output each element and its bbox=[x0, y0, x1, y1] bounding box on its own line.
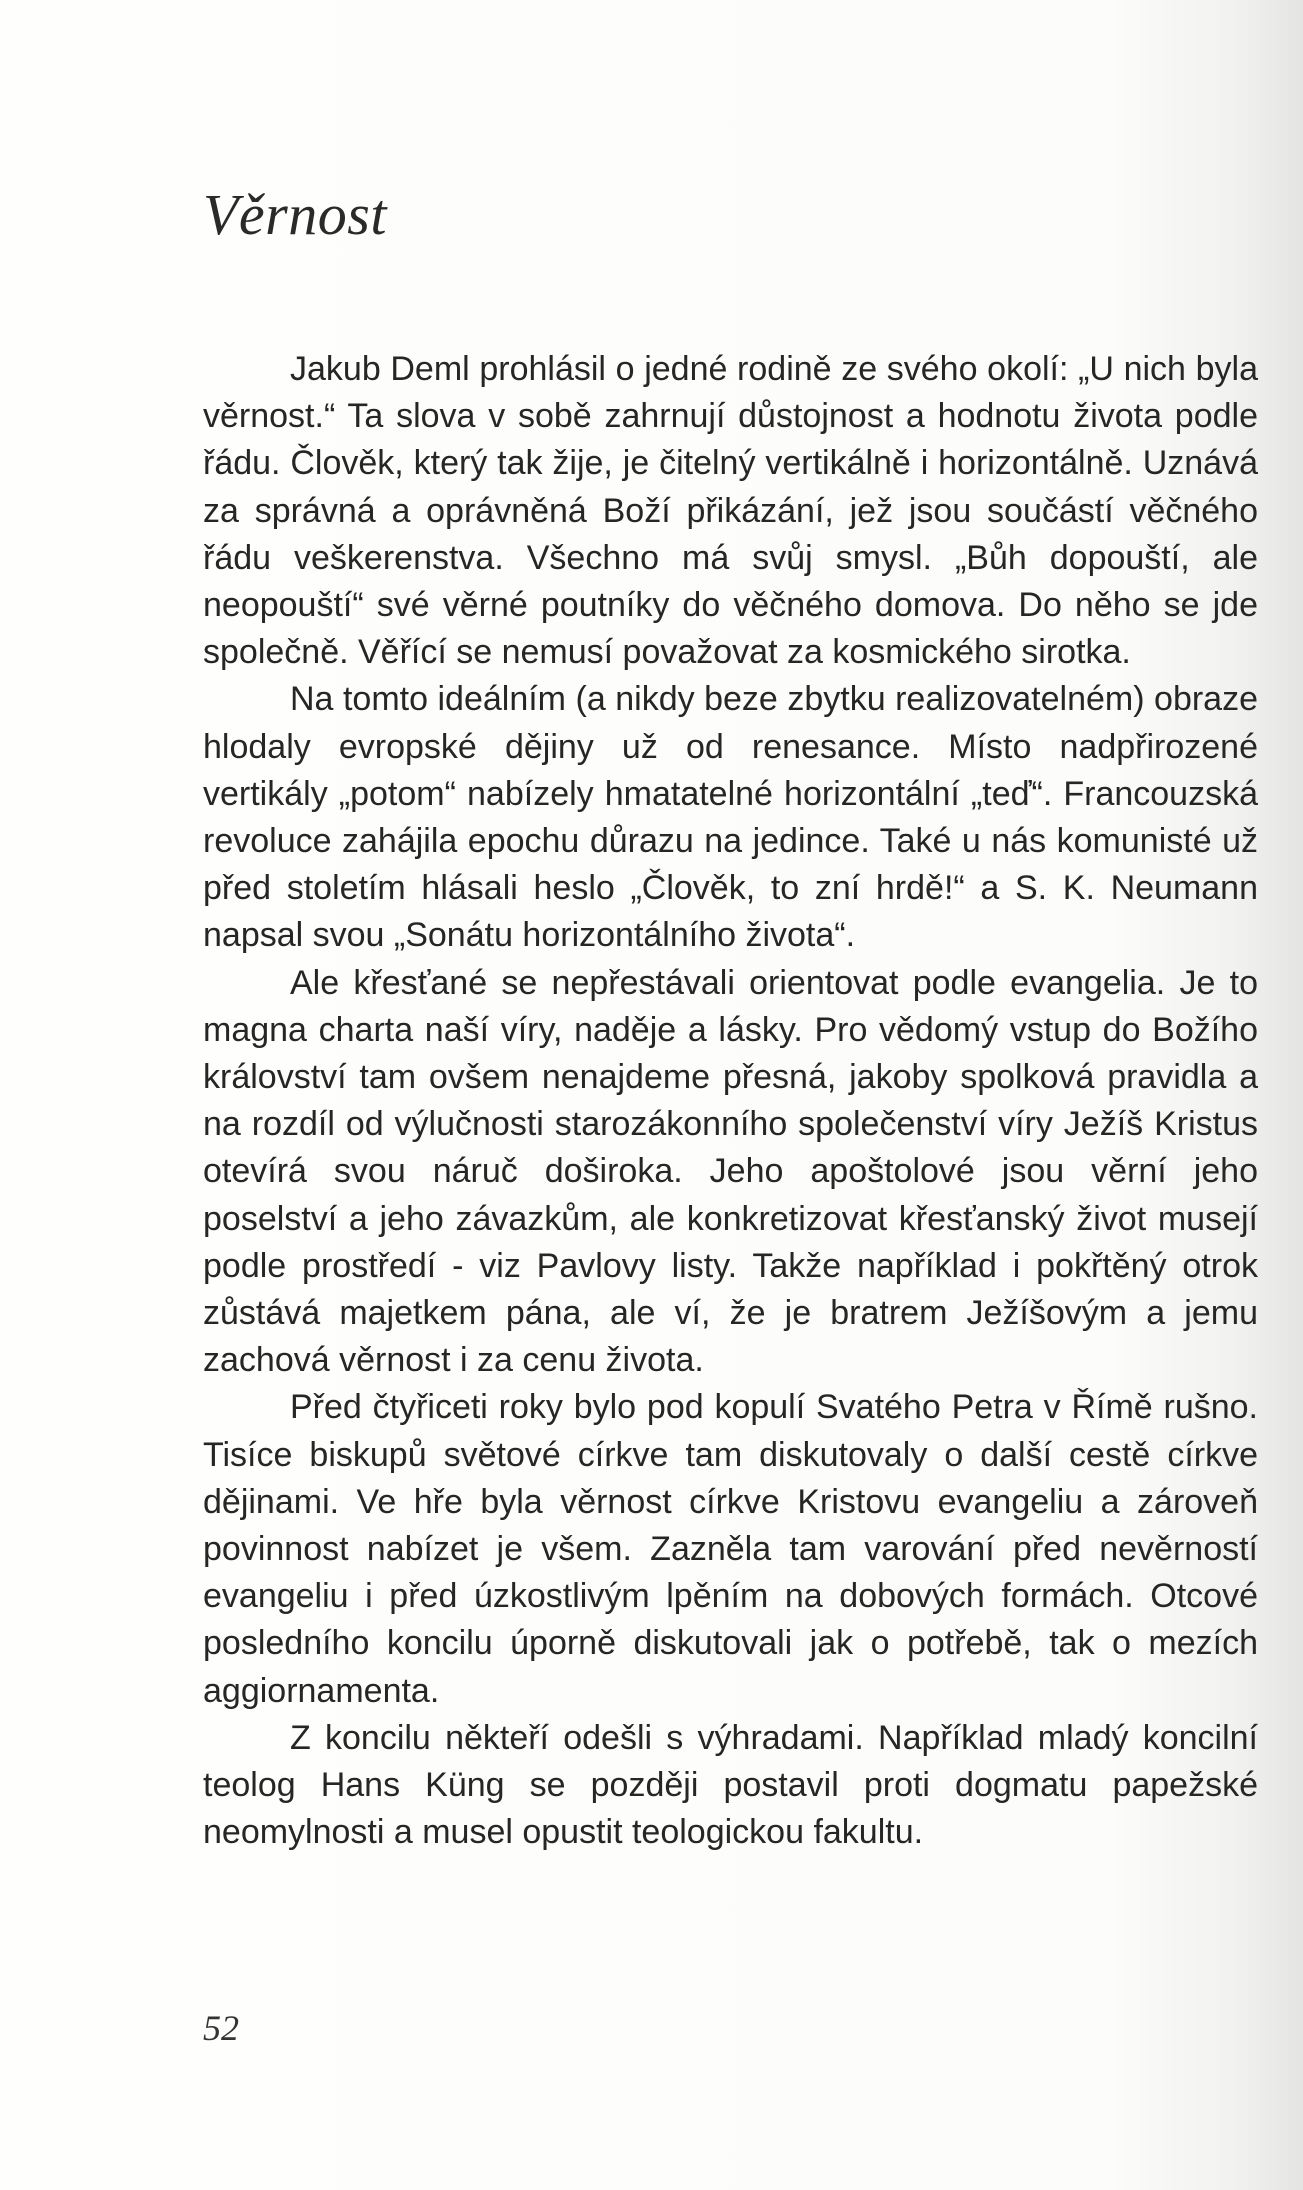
paragraph: Na tomto ideálním (a nikdy beze zbytku realizovatelném) obraze hlodaly evropské dějiny už od renesance. Místo nadpřirozené vertikály „potom“ nabízely hmatatelné horizontální „teď“. Francouzská revoluce zahájila epochu důrazu na jedince. Také u nás komunisté už před stoletím hlásali heslo „Člověk, to zní hrdě!“ a S. K. Neumann napsal svou „Sonátu horizontálního života“. bbox=[203, 680, 1258, 955]
body-text bbox=[203, 346, 1258, 1857]
paragraph: Ale křesťané se nepřestávali orientovat podle evangelia. Je to magna charta naší víry, naděje a lásky. Pro vědomý vstup do Božího království tam ovšem nenajdeme přesná, jakoby spolková pravidla a na rozdíl od výlučnosti starozákonního společenství víry Ježíš Kristus otevírá svou náruč doširoka. Jeho apoštolové jsou věrní jeho poselství a jeho závazkům, ale konkretizovat křesťanský život musejí podle prostředí - viz Pavlovy listy. Takže například i pokřtěný otrok zůstává majetkem pána, ale ví, že je bratrem Ježíšovým a jemu zachová věrnost i za cenu života. bbox=[203, 963, 1258, 1380]
page-number: 52 bbox=[203, 2008, 239, 2048]
paragraph: Jakub Deml prohlásil o jedné rodině ze svého okolí: „U nich byla věrnost.“ Ta slova v sobě zahrnují důstojnost a hodnotu života podle řádu. Člověk, který tak žije, je čitelný vertikálně i horizontálně. Uznává za správná a oprávněná Boží přikázání, jež jsou součástí věčného řádu veškerenstva. Všechno má svůj smysl. „Bůh dopouští, ale neopouští“ své věrné poutníky do věčného domova. Do něho se jde společně. Věřící se nemusí považovat za kosmického sirotka. bbox=[203, 350, 1258, 672]
chapter-title: Věrnost bbox=[203, 182, 387, 247]
paragraph: Před čtyřiceti roky bylo pod kopulí Svatého Petra v Římě rušno. Tisíce biskupů světové církve tam diskutovaly o další cestě církve dějinami. Ve hře byla věrnost církve Kristovu evangeliu a zároveň povinnost nabízet je všem. Zazněla tam varování před nevěrností evangeliu i před úzkostlivým lpěním na dobových formách. Otcové posledního koncilu úporně diskutovali jak o potřebě, tak o mezích aggiornamenta. bbox=[203, 1388, 1258, 1710]
paragraph: Z koncilu někteří odešli s výhradami. Například mladý koncilní teolog Hans Küng se později postavil proti dogmatu papežské neomylnosti a musel opustit teologickou fakultu. bbox=[203, 1718, 1258, 1852]
